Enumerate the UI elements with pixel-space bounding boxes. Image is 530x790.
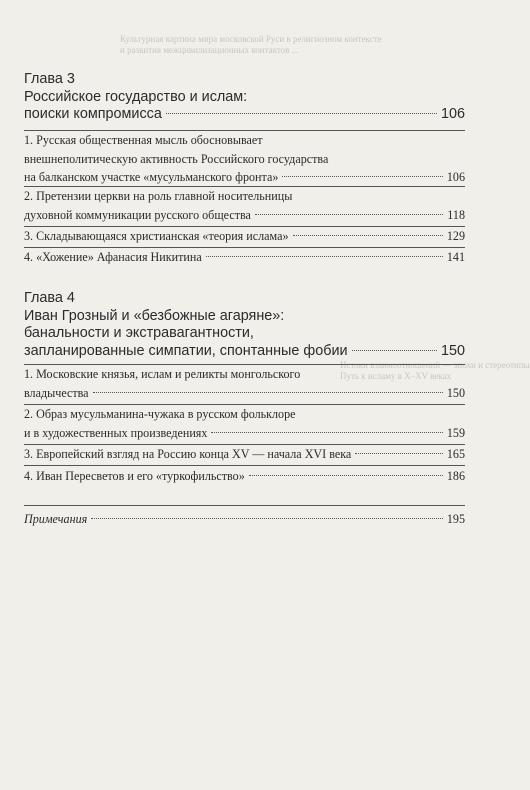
bleed-line: Истоки взаимоотношений — эпохи и стереотипы (340, 360, 530, 370)
dot-leader (352, 350, 437, 351)
chapter-title: запланированные симпатии, спонтанные фобии (24, 342, 348, 359)
divider (24, 505, 465, 506)
chapter-title: банальности и экстравагантности, (24, 325, 254, 341)
toc-entry (24, 131, 465, 187)
bleed-line: Путь к исламу в X–XV веках (340, 371, 452, 381)
toc-entry (24, 248, 465, 267)
page-number: 141 (446, 250, 465, 264)
toc-entry (24, 405, 465, 442)
page-number: 150 (440, 342, 465, 359)
toc-entry-text: владычества (24, 385, 89, 400)
page-number: 186 (446, 469, 465, 483)
divider (24, 465, 465, 466)
dot-leader (249, 475, 443, 476)
toc-entry-text: 4. «Хожение» Афанасия Никитина (24, 250, 202, 264)
chapter-title: Российское государство и ислам: (24, 88, 248, 105)
notes-label: Примечания (24, 512, 88, 526)
toc-entry-text: 1. Московские князья, ислам и реликты монгольского (24, 367, 301, 381)
chapter-title-row (24, 343, 465, 361)
bleed-line: Культурная картина мира московской Руси в религиозном контексте (120, 34, 382, 44)
toc-entry (24, 467, 465, 486)
dot-leader (206, 256, 443, 257)
bleed-through-text (120, 34, 460, 56)
page-number: 150 (446, 385, 465, 400)
dot-leader (293, 235, 443, 236)
toc-entry-text: 3. Складывающаяся христианская «теория ислама» (24, 229, 289, 243)
toc-notes-entry (24, 510, 465, 529)
toc-entry-text: 1. Русская общественная мысль обосновывает (24, 133, 263, 147)
chapter-4-heading (24, 290, 465, 360)
toc-entry-text: духовной коммуникации русского общества (24, 207, 251, 222)
toc-entry (24, 227, 465, 246)
chapter-title: Иван Грозный и «безбожные агаряне»: (24, 307, 285, 324)
page-number: 195 (446, 512, 465, 526)
toc-entry-text: внешнеполитическую активность Российского государства (24, 151, 329, 166)
dot-leader (211, 432, 442, 433)
page-number: 159 (446, 425, 465, 440)
page-number: 118 (447, 207, 465, 222)
toc-entry (24, 187, 465, 224)
chapter-label: Глава 4 (24, 290, 75, 306)
page-number: 129 (446, 229, 465, 243)
toc-entry-text: 4. Иван Пересветов и его «туркофильство» (24, 469, 245, 483)
page-number: 106 (440, 106, 465, 122)
dot-leader (91, 518, 443, 519)
chapter-label: Глава 3 (24, 71, 75, 87)
chapter-title: поиски компромисса (24, 106, 162, 122)
toc-entry (24, 365, 465, 402)
page-number: 165 (446, 447, 465, 461)
bleed-line: и развития межцивилизационных контактов ... (120, 45, 299, 55)
chapter-3-heading (24, 71, 465, 124)
toc-entry-text: и в художественных произведениях (24, 425, 208, 440)
dot-leader (355, 453, 443, 454)
toc-entry-text: 2. Претензии церкви на роль главной носительницы (24, 189, 293, 203)
dot-leader (282, 176, 442, 177)
dot-leader (166, 113, 437, 114)
toc-entry-text: 3. Европейский взгляд на Россию конца XV — начала XVI века (24, 447, 352, 461)
dot-leader (255, 214, 443, 215)
page-number: 106 (446, 170, 465, 184)
toc-entry-text: на балканском участке «мусульманского фронта» (24, 170, 279, 184)
toc-entry (24, 445, 465, 464)
chapter-title-row (24, 106, 465, 124)
toc-entry-text: 2. Образ мусульманина-чужака в русском фольклоре (24, 407, 296, 421)
dot-leader (93, 392, 443, 393)
